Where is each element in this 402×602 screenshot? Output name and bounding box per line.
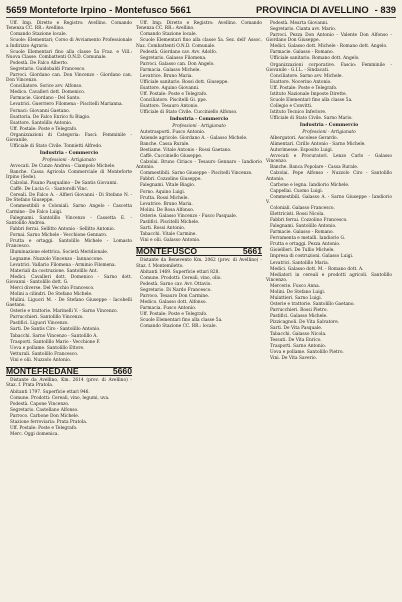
directory-entry: Uff. Postale: Poste e Telegrafo. (140, 312, 208, 318)
directory-entry: Scuole: Elementari; Corso di Avviamento Professionale a Indirizzo Agrario. (6, 38, 132, 49)
directory-entry: Cappellai. Cuomo Luigi. (270, 188, 324, 194)
directory-entry: Banche. Cassa Rurale. (140, 141, 190, 147)
directory-entry: Medico. Galasso dott. Alfonso. (140, 299, 207, 305)
directory-entry: Alimentari. Cirillo Antonio - Sarno Michele. (270, 141, 366, 147)
section-heading: Industria - Commercio (169, 117, 229, 123)
directory-entry: Gioiellieri. De Tullio Michele. (270, 248, 335, 254)
section-subheading: Professioni - Artigianato (42, 157, 96, 163)
directory-entry: Farmacie. Galasso - Romano. (270, 230, 334, 236)
directory-entry: Podestà. Giordano cav. Avv. Adolfo. (140, 49, 218, 55)
directory-entry: Organizzazioni corporative. Fascio: Femminile - Giovanile - G.I.L. - Sindacati. (266, 62, 392, 73)
town-heading-montefusco (136, 247, 262, 256)
directory-entry: Farmacie. Galasso - Romano. (270, 50, 334, 56)
directory-entry: Molini a cilindri. De Stefano Michele. (10, 292, 93, 297)
directory-entry: Sarti. Rossi Antonio. (140, 225, 186, 231)
directory-entry: Vini e olii. Nuzzolo Antonio. (10, 357, 72, 363)
directory-entry: Organizzazioni di Categoria: Fasci: Femminile - Giovanile. (6, 132, 132, 143)
column-2 (136, 21, 262, 438)
town-heading-montefredane (6, 367, 132, 376)
town-number: 5661 (242, 246, 262, 257)
directory-entry: Forno. Aquino Luigi. (140, 189, 186, 195)
column-3 (266, 21, 392, 438)
directory-entry: Banche. Banca Popolare - Cassa Rurale. (270, 165, 359, 171)
directory-entry: Banche. Cassa Agricola Commerciale di Monteforte Irpino (Sede). (6, 169, 132, 181)
directory-entry: Legname. Nuzzolo Vincenzo - Iannaccone. (10, 256, 104, 262)
directory-entry: Levatrice. Bruno Maria. (140, 73, 193, 79)
directory-entry: Uova e pollame. Santolillo Pietro. (270, 350, 344, 356)
directory-entry: Medici. Cavalleri dott. Domenico - Sarno dott. Giovanni - Santolillo dott. G. (6, 274, 132, 285)
directory-entry: Cereali. De Falco A. - Alfieri Giovanni - Di Stefano N. - De Stefano Giuseppe. (6, 193, 132, 204)
directory-entry: Calzolai. Pepe Alfonso - Nuzzolo Ciro - Santolillo Antonio. (266, 171, 392, 182)
directory-entry: Segretario. Castellano Alfonso. (10, 407, 79, 413)
header-right-title: PROVINCIA DI AVELLINO (255, 4, 369, 15)
directory-entry: Carbone e legna. Iandiorio Michele. (270, 182, 350, 188)
directory-entry: Comando Stazione locale. (140, 32, 197, 38)
directory-entry: Medici. Galasso dott. Michele - Romano dott. Angelo. (270, 44, 388, 50)
directory-entry: Merci diverse. Del Vecchio Francesco. (10, 285, 95, 291)
directory-entry: Conciliatore. Sorice avv. Alfonso. (10, 84, 83, 90)
directory-entry: Farmacia. Galasso Michele. (140, 67, 201, 73)
directory-entry: Esattore. Nocerino Antonio. (270, 79, 332, 85)
directory-entry: Osterie e trattorie. Marinelli V. - Sarno Vincenzo. (10, 309, 118, 315)
directory-entry: Mediatori in cereali e prodotti agricoli. Santolillo Vincenzo. (266, 272, 392, 283)
section-heading: Industria - Commercio (299, 123, 359, 129)
directory-entry: Scuole Elementari fino alla classe 5a Fraz. e Vill.: Nuova Classe. Combattenti O.N.D. Comunale. (6, 49, 132, 60)
directory-entry: Trasporti. Santolillo Mario - Vecchione F. (10, 339, 101, 345)
directory-entry: Uff. Postale: Poste e Telegrafo. (140, 91, 208, 97)
directory-entry: Comando Stazione CC. RR.: locale. (140, 324, 217, 330)
directory-entry: Farmacie. Giordano - Del Santo. (10, 96, 81, 102)
directory-entry: Comune. Prodotti: Cereali, vino, olio. (140, 275, 222, 281)
directory-entry: Ufficiale sanitario. Romano dott. Angelo. (270, 56, 360, 62)
directory-entry: Medico. Cavalleri dott. Domenico. (10, 90, 86, 96)
directory-entry: Esattore. Santolillo Antonio. (10, 120, 73, 126)
directory-entry: Collegio e Convitti. (270, 104, 313, 110)
directory-entry: Segretario. Guidobaldi Francesco. (10, 66, 86, 72)
directory-entry: Istituto Nazionale Imposte Dirette. (270, 91, 347, 97)
directory-entry: Frutta. Rossi Michele. (140, 195, 189, 201)
directory-entry: Segretario. Cianta avv. Mario. (270, 27, 337, 33)
directory-entry: Istituto Tecnico Inferiore. (270, 110, 327, 116)
directory-entry: Trasporti. Sarno Antonio. (270, 344, 326, 350)
directory-entry: Abitanti 1797. Superficie ettari 946. (10, 389, 90, 395)
directory-entry: Esattore. Aquino Giovanni. (140, 85, 200, 91)
directory-entry: Autorimesse. Esposito Luigi. (270, 148, 334, 153)
directory-entry: Distante da Benevento Km. 2062 (prov. di Avellino) - Staz. f. Montemiletto. (136, 258, 262, 269)
directory-entry: Avvocati e Procuratori. Lenzo Carlo - Galasso Vincenzo. (266, 154, 392, 165)
directory-entry: Esattoria. De Falco Enrico fu Biagio. (10, 114, 91, 120)
directory-entry: Scuole Elementari fino alla classe 5a. Sez. dell' Assoc. Naz. Combattenti O.N.D. Comunale. (136, 38, 262, 49)
directory-entry: Ufficiale di Stato Civile. Tonnietti Alfredo. (10, 144, 103, 149)
directory-entry: Merc. Oggi domenica. (10, 431, 59, 437)
directory-entry: Pastifici. Piscitelli Michele. (140, 219, 200, 225)
directory-entry: Parroci. Galasso can. Don Angelo. (140, 61, 215, 67)
directory-entry: Caffè. Cucciniello Giuseppe. (140, 154, 203, 160)
directory-entry: Impresa di costruzioni. Galasso Luigi. (270, 254, 354, 260)
directory-entry: Uff. Postale: Poste e Telegrafo. (270, 85, 338, 91)
page-number: - 839 (374, 4, 396, 15)
directory-entry: Vini. De Vita Saverio. (270, 356, 317, 362)
directory-entry: Segretario. Galasso Filomena. (140, 55, 207, 61)
directory-entry: Esattore. Tesauro Antonio. (140, 104, 199, 110)
directory-entry: Commestibili. Galasso A. - Sarno Giuseppe - Iandiorio V. (266, 194, 392, 206)
directory-entry: Farmacia. Fusco Antonio. (140, 305, 197, 311)
directory-entry: Levatrici. Guerriero Filomena - Piscitelli Marianna. (10, 102, 123, 108)
directory-entry: Elettricisti. Rossi Nicola. (270, 212, 325, 218)
directory-entry: Fornai. Sarno Michele - Vecchione Gennaro. (10, 233, 108, 239)
column-1 (6, 21, 132, 438)
directory-entry: Tabacchi. Sarno Vincenzo - Santolillo A. (10, 333, 98, 339)
directory-entry: Fabbri ferrai. Cozzolino Francesco. (270, 218, 348, 224)
directory-entry: Tessuti. De Vita Enrico. (270, 338, 322, 344)
directory-entry: Uff. Imp. Diretto e Registro: Avellino. Comando Tenenza CC. RR.: Avellino. (6, 21, 132, 32)
header-left: 5659 Monteforte Irpino - Montefusco 5661 (6, 4, 191, 15)
section-subheading: Professioni - Artigianato (302, 129, 356, 135)
directory-entry: Levatrice. Bruno Maria. (140, 201, 193, 207)
directory-entry: Sarti. De Santis Ciro - Santolillo Antonio. (10, 327, 101, 333)
directory-entry: Vini e olii. Galasso Antonio. (140, 237, 201, 243)
directory-entry: Commestibili. Sarno Giuseppe - Piscitelli Vincenzo. (140, 171, 253, 177)
directory-entry: Caffè. De Lucia G. - Santorelli Vinc. (10, 187, 89, 193)
directory-entry: Falegnami. Vitale Biagio. (140, 183, 196, 189)
directory-entry: Parrucchieri. Santolillo Vincenzo. (10, 315, 84, 321)
directory-entry: Mercerie. Fusco Anna. (270, 283, 321, 289)
directory-entry: Illuminazione elettrica. Società Meridionale. (10, 250, 109, 256)
directory-entry: Parrucchieri. Rossi Pietro. (270, 308, 328, 314)
directory-entry: Segretario. Di Nardo Francesco. (140, 287, 212, 293)
directory-entry: Comando Stazione locale. (10, 32, 67, 38)
directory-entry: Materiali da costruzione. Santolillo Ant. (10, 268, 98, 274)
directory-entry: Podestà. Mearta Giovanni. (270, 21, 329, 26)
directory-entry: Falegnami. Santolillo Vincenzo - Cassetta E. - Santolillo Andrea. (6, 215, 132, 227)
directory-entry: Conciliatore. Sarno avv. Michele. (270, 73, 343, 79)
directory-entry: Scuole Elementari fino alla classe 5a. (270, 98, 353, 104)
directory-entry: Ufficiale di Stato Civile. Sarno Mario. (270, 116, 353, 122)
directory-entry: Fornaci: Giovanni Gaetano. (10, 108, 71, 114)
directory-entry: Uff. Imp. Diretto e Registro: Avellino. Comando Tenenza CC. RR.: Avellino. (136, 21, 262, 32)
directory-entry: Scuole Elementari fino alla classe 5a. (140, 318, 223, 324)
directory-entry: Commestibili e Coloniali. Sarno Angelo - Cascetta Carmine - De Falco Luigi. (6, 204, 132, 215)
directory-entry: Ferramenta e metalli. Iandiorio G. (270, 236, 346, 242)
directory-entry: Medici. Galasso dott. M. - Romano dott. A. (270, 266, 364, 272)
directory-entry: Autotrasporti. Fusco Antonio. (140, 129, 206, 135)
directory-entry: Vetturali. Santolillo Francesco. (10, 351, 79, 357)
directory-entry: Falegnami. Santolillo Antonio. (270, 224, 337, 230)
directory-entry: Ufficiale sanitario. Rossi dott. Giuseppe. (140, 79, 229, 85)
directory-entry: Podestà. De Falco Alberto. (10, 60, 69, 66)
directory-entry: Uff. Postale: Poste e Telegrafo. (10, 425, 78, 431)
directory-entry: Fabbri ferrai. Sellitto Antonio - Sellitto Antonio. (10, 227, 115, 233)
directory-entry: Albergatori. Ascolese Gerardo. (270, 135, 338, 141)
directory-entry: Molini. De Stefano Luigi. (270, 289, 326, 295)
directory-entry: Osterie. Galasso Vincenzo - Fusco Pasquale. (140, 213, 238, 219)
directory-entry: Distante da Avellino, Km. 2614 (prov. di Avellino) - Staz. f. Prata Pratola. (6, 378, 132, 389)
directory-entry: Levatrici. Santolillo Maria. (270, 260, 330, 266)
directory-entry: Mulini. Liguori M. - De Stefano Giuseppe - Iacobelli Gaetano. (6, 298, 132, 309)
section-heading: Industria - Commercio (39, 151, 99, 157)
directory-entry: Levatrici. Vallario Filomena - Arminio Filomena. (10, 262, 116, 268)
directory-entry: Parroci. Pezza Don Antonio - Valente Don Alfonso - Giordano Don Giuseppe. (266, 33, 392, 44)
directory-entry: Pastifici. Liguori Vincenzo. (10, 321, 69, 327)
directory-entry: Mulattieri. Sarno Luigi. (270, 295, 322, 301)
directory-entry: Podestà. Sarno cav. Avv. Ottavio. (140, 281, 212, 287)
directory-entry: Uff. Postale: Poste e Telegrafo. (10, 126, 78, 132)
directory-entry: Conciliatore. Piscitelli Gi. ppe. (140, 98, 208, 104)
directory-entry: Pizzicagnoli. De Vita Salvatore. (270, 320, 340, 326)
directory-entry: Comune. Prodotti: Cereali, vino, legumi, uva. (10, 395, 110, 401)
directory-entry: Ufficiale di Stato Civile. Cucciniello Alfonso. (140, 110, 238, 116)
page-header (6, 4, 396, 18)
directory-entry: Fabbri. Cozzolino Giuseppe. (140, 177, 202, 183)
directory-entry: Calzolai. Pisano Pasqualino - De Santis Giovanni. (10, 181, 118, 187)
directory-entry: Bestiame. Vitale Antonio - Rossi Gaetano. (140, 148, 232, 153)
directory-entry: Coloniali. Galasso Francesco. (270, 206, 335, 212)
directory-entry: Podestà. Capone Vincenzo. (10, 401, 70, 407)
town-name: MONTEFUSCO (136, 246, 198, 257)
directory-entry: Pastifici. Galasso Michele. (270, 314, 328, 320)
directory-entry: Uova e pollame. Santolillo Ettore. (10, 345, 85, 351)
directory-entry: Parroci. Giordano can. Don Vincenzo - Giordano can. Don Vincenzo. (6, 73, 132, 84)
directory-entry: Aziende agricole. Giordano A. - Galasso Michele. (140, 135, 248, 141)
directory-entry: Parroco. Carbone Don Michele. (10, 413, 80, 419)
directory-entry: Stazione ferroviaria: Prata Pratola. (10, 419, 88, 425)
directory-entry: Frutta e ortaggi. Santolillo Michele - Lomasto Francesco. (6, 239, 132, 250)
directory-entry: Abitanti 1469. Superficie ettari 828. (140, 269, 220, 275)
town-number: 5660 (112, 365, 132, 376)
directory-entry: Parroco. Tesauro Don Carmine. (140, 293, 210, 299)
directory-entry: Osterie e trattorie. Santolillo Gaetano. (270, 302, 355, 308)
directory-entry: Tabacchi. Vitale Carmine. (140, 231, 197, 237)
directory-entry: Calzolai. Bruno Ciriaco - Tesauro Gennaro - Iandiorio Antonio. (136, 160, 262, 171)
section-subheading: Professioni - Artigianato (172, 123, 226, 129)
directory-entry: Sarti. De Vita Pasquale. (270, 326, 323, 332)
directory-entry: Avvocati. De Cunzo Andrea - Ciampolo Michele. (10, 163, 116, 169)
directory-entry: Frutta e ortaggi. Pezza Antonio. (270, 242, 341, 248)
directory-entry: Tabacchi. Galasso Nicola. (270, 332, 327, 338)
town-name: MONTEFREDANE (6, 365, 79, 376)
directory-entry: Molini. De Rosa Alfonso. (140, 207, 195, 213)
